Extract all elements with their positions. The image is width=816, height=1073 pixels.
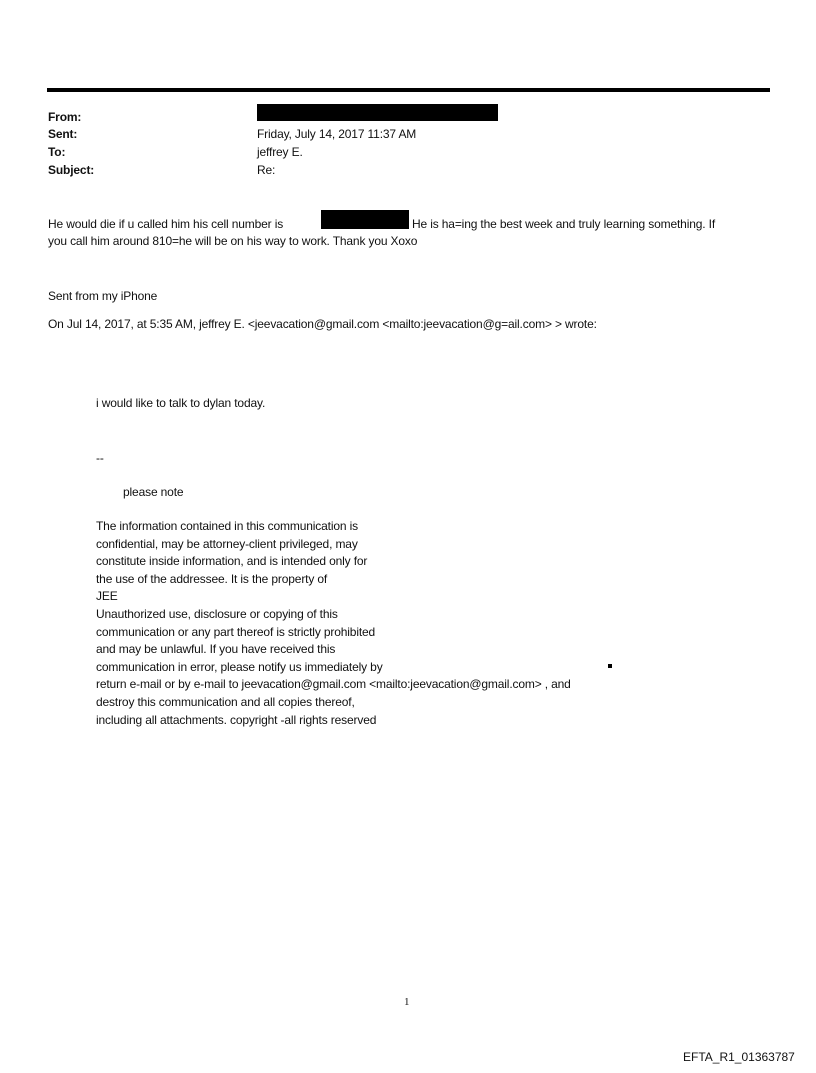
from-label: From: <box>48 110 82 124</box>
quoted-message: i would like to talk to dylan today. <box>96 396 266 410</box>
redaction-phone <box>321 210 409 229</box>
body-line-1-end: He is ha=ing the best week and truly learning something. If <box>412 217 715 231</box>
header-rule <box>47 88 770 92</box>
disclaimer-line: destroy this communication and all copies thereof, <box>96 694 355 709</box>
sent-value: Friday, July 14, 2017 11:37 AM <box>257 127 417 141</box>
disclaimer-line: JEE <box>96 589 118 604</box>
subject-value: Re: <box>257 163 276 177</box>
page-number: 1 <box>404 996 410 1008</box>
disclaimer-line: return e-mail or by e-mail to jeevacation@gmail.com <mailto:jeevacation@gmail.com> , and <box>96 677 571 692</box>
redaction-from <box>257 104 498 121</box>
subject-label: Subject: <box>48 163 95 177</box>
disclaimer-line: confidential, may be attorney-client privileged, may <box>96 536 358 551</box>
sig-separator: -- <box>96 451 104 465</box>
to-label: To: <box>48 145 66 159</box>
disclaimer-line: and may be unlawful. If you have received this <box>96 642 336 657</box>
disclaimer <box>96 518 571 729</box>
disclaimer-line: The information contained in this communication is <box>96 519 358 533</box>
please-note: please note <box>123 485 184 499</box>
bates-number: EFTA_R1_01363787 <box>683 1050 795 1064</box>
disclaimer-line: the use of the addressee. It is the property of <box>96 571 328 586</box>
signature: Sent from my iPhone <box>48 289 158 303</box>
redaction-mark <box>608 664 612 668</box>
quote-header: On Jul 14, 2017, at 5:35 AM, jeffrey E. <jeevacation@gmail.com <mailto:jeevacation@g=ail.com> > wrote: <box>48 317 597 331</box>
disclaimer-line: constitute inside information, and is intended only for <box>96 554 368 569</box>
disclaimer-line: Unauthorized use, disclosure or copying of this <box>96 606 338 621</box>
disclaimer-line: including all attachments. copyright -all rights reserved <box>96 712 377 727</box>
sent-label: Sent: <box>48 127 78 141</box>
disclaimer-line: communication in error, please notify us immediately by <box>96 659 383 674</box>
disclaimer-line: communication or any part thereof is strictly prohibited <box>96 624 376 639</box>
to-value: jeffrey E. <box>257 145 303 159</box>
body-line-1-start: He would die if u called him his cell number is <box>48 217 284 231</box>
body-line-2: you call him around 810=he will be on his way to work. Thank you Xoxo <box>48 234 418 248</box>
